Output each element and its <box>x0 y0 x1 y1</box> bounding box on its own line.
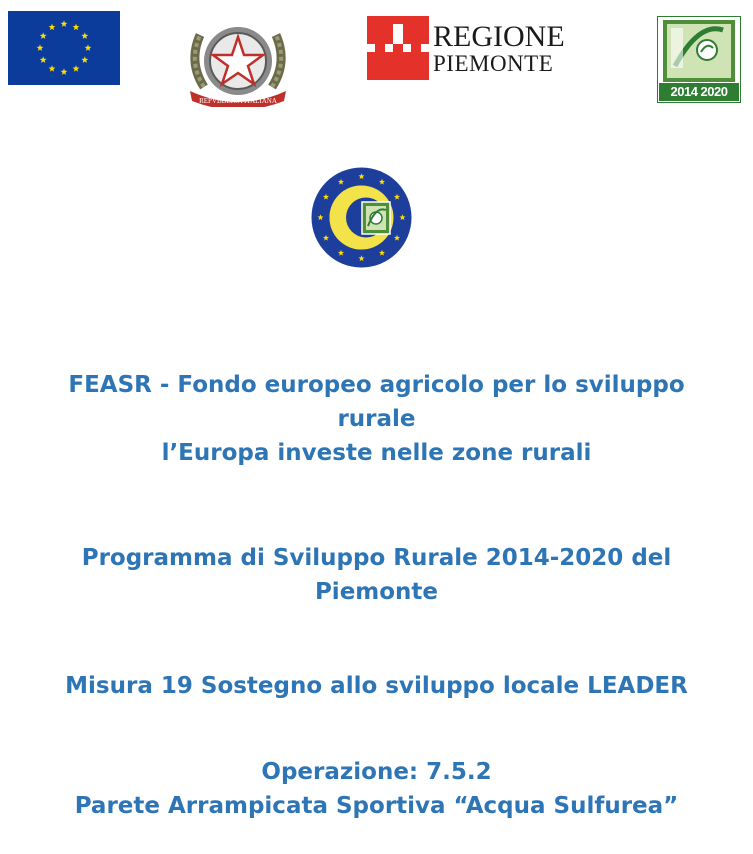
operation-title: Operazione: 7.5.2 <box>261 759 492 785</box>
program-title-line1: Programma di Sviluppo Rurale 2014-2020 del <box>81 545 672 571</box>
eu-flag-icon <box>8 11 120 85</box>
star-icon <box>73 65 80 72</box>
italian-republic-emblem-icon <box>184 17 292 107</box>
project-title: Parete Arrampicata Sportiva “Acqua Sulfurea” <box>74 793 679 819</box>
measure-heading <box>0 669 753 703</box>
star-icon <box>49 24 56 31</box>
emblem-ribbon-text: REPVBBLICA ITALIANA <box>199 97 277 105</box>
leader-2014-2020-logo <box>657 16 741 103</box>
star-icon <box>73 24 80 31</box>
regione-label: REGIONE <box>433 20 565 53</box>
leader-years-label: 2014 2020 <box>659 83 739 101</box>
star-icon <box>61 68 68 75</box>
program-title-line2: Piemonte <box>314 579 439 605</box>
star-icon <box>61 20 68 27</box>
piemonte-label: PIEMONTE <box>433 51 554 76</box>
star-icon <box>81 56 88 63</box>
operation-heading <box>0 755 753 823</box>
regione-piemonte-logo <box>367 16 577 80</box>
star-icon <box>40 32 47 39</box>
gal-emblem-icon <box>310 166 413 269</box>
star-icon <box>40 56 47 63</box>
star-icon <box>81 32 88 39</box>
star-icon <box>85 44 92 51</box>
fund-subtitle: l’Europa investe nelle zone rurali <box>161 440 592 466</box>
measure-title: Misura 19 Sostegno allo sviluppo locale LEADER <box>65 673 688 699</box>
star-icon <box>49 65 56 72</box>
fund-title-line1: FEASR - Fondo europeo agricolo per lo sviluppo <box>68 372 685 398</box>
star-icon <box>37 44 44 51</box>
program-heading <box>0 541 753 609</box>
fund-title-line2: rurale <box>337 406 416 432</box>
fund-heading <box>0 368 753 470</box>
